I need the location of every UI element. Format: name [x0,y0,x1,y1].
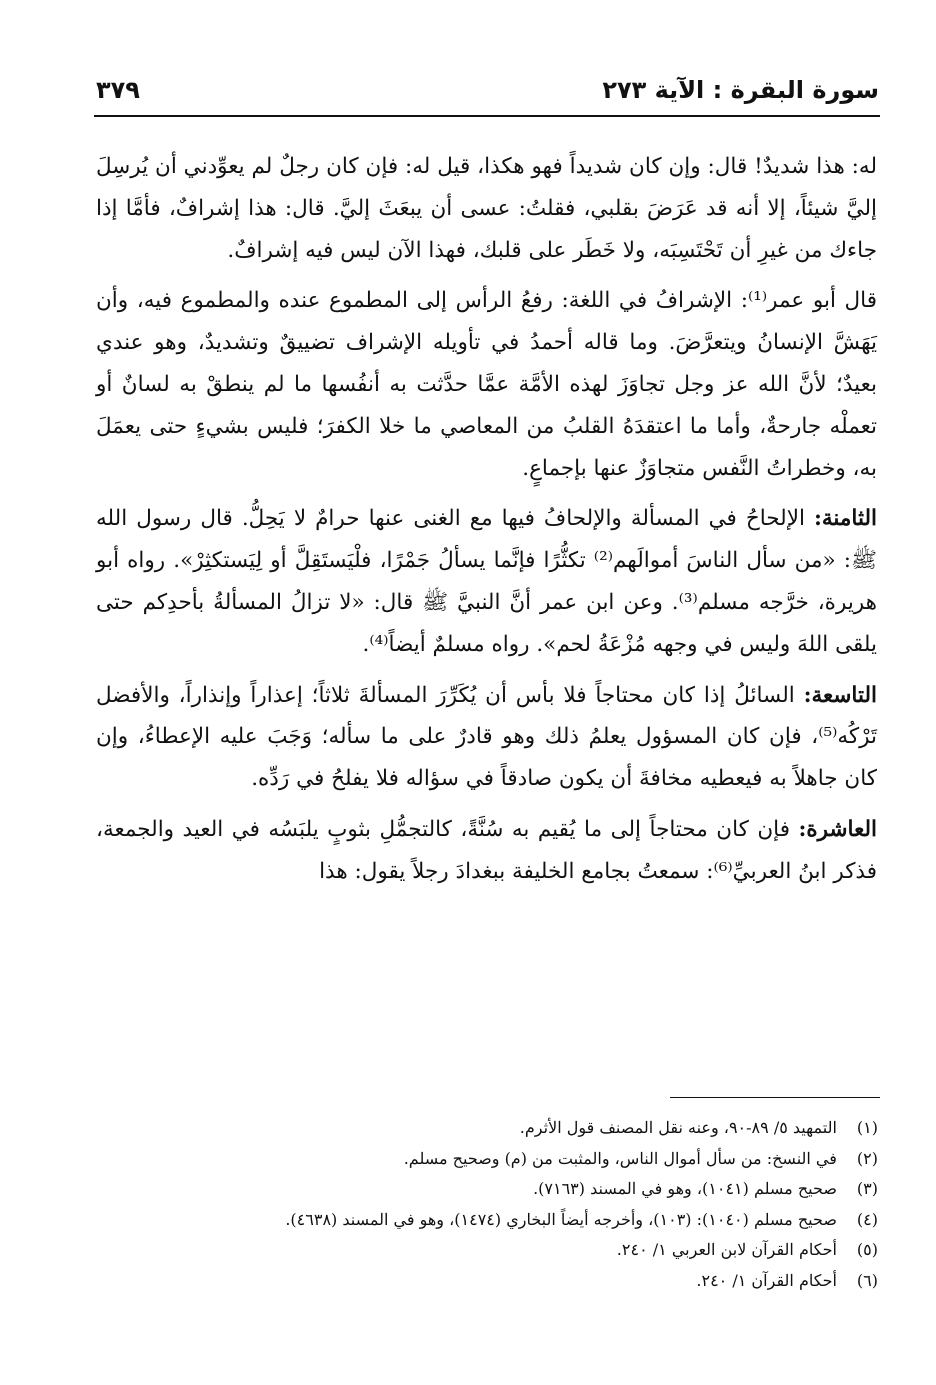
paragraph [96,146,877,271]
main-text [96,146,877,902]
running-header [96,70,879,114]
footnote [95,1113,878,1144]
issue-heading: التاسعة: [803,682,877,708]
footnote-number: (٦) [856,1270,878,1290]
page-number: ٣٧٩ [96,76,140,104]
surah-verse-title: سورة البقرة : الآية ٢٧٣ [602,76,879,104]
footnote-text: أحكام القرآن ١/ ٢٤٠. [696,1270,837,1290]
footnote-text: في النسخ: من سأل أموال الناس، والمثبت من (م) وصحيح مسلم. [403,1148,837,1168]
footnote-text: صحيح مسلم (١٠٤١)، وهو في المسند (٧١٦٣). [533,1179,837,1198]
footnote [95,1266,878,1297]
issue-heading: العاشرة: [798,816,877,842]
paragraph [96,809,877,893]
footnote [95,1144,878,1175]
header-divider [94,115,880,117]
paragraph [96,498,877,665]
footnote-number: (٢) [856,1148,878,1168]
paragraph-text: قال أبو عمر⁽¹⁾: الإشرافُ في اللغة: رفعُ الرأس إلى المطموع عنده والمطموع فيه، وأن يَهَشَّ الإنسانُ ويتعرَّضَ. وما قاله أحمدُ في تأويله الإشراف تضييقٌ وتشديدٌ، وهو عندي بعيدٌ؛ لأنَّ الله عز وجل تجاوَزَ لهذه الأمَّة عمَّا حدَّثت به أنفُسها ما لم ينطقْ به لسانٌ أو تعملْه جارحةٌ، وأما ما اعتقدَهُ القلبُ من المعاصي ما خلا الكفرَ؛ فليس بشيءٍ حتى يعمَلَ به، وخطراتُ النَّفس متجاوَزٌ عنها بإجماعٍ. [96,288,877,481]
footnote-text: صحيح مسلم (١٠٤٠): (١٠٣)، وأخرجه أيضاً البخاري (١٤٧٤)، وهو في المسند (٤٦٣٨). [285,1209,837,1229]
footnote-divider [670,1097,880,1098]
paragraph [96,280,877,489]
footnotes [95,1113,878,1296]
paragraph [96,675,877,800]
paragraph-text: له: هذا شديدٌ! قال: وإن كان شديداً فهو هكذا، قيل له: فإن كان رجلٌ لم يعوِّدني أن يُرسِلَ إليَّ شيئاً، إلا أنه قد عَرَضَ بقلبي، فقلتُ: عسى أن يبعَثَ إليَّ. قال: هذا إشرافٌ، فأمَّا إذا جاءك من غيرِ أن تَحْتَسِبَه، ولا خَطَر على قلبك، فهذا الآن ليس فيه إشرافٌ. [96,154,877,263]
footnote [95,1235,878,1266]
footnote-number: (١) [856,1118,878,1137]
footnote-number: (٣) [856,1179,878,1198]
footnote-text: التمهيد ٥/ ٨٩-٩٠، وعنه نقل المصنف قول الأثرم. [519,1118,837,1137]
footnote [95,1174,878,1205]
footnote-text: أحكام القرآن لابن العربي ١/ ٢٤٠. [616,1240,837,1259]
footnote [95,1205,878,1236]
footnote-number: (٤) [856,1209,878,1229]
paragraph-text: فإن كان محتاجاً إلى ما يُقيم به سُنَّةً، كالتجمُّلِ بثوبٍ يلبَسُه في العيد والجمعة، فذكر ابنُ العربيِّ⁽⁶⁾: سمعتُ بجامع الخليفة ببغدادَ رجلاً يقول: هذا [96,816,877,884]
paragraph-text: السائلُ إذا كان محتاجاً فلا بأس أن يُكَرِّرَ المسألةَ ثلاثاً؛ إعذاراً وإنذاراً، والأفضل تَرْكُه⁽⁵⁾، فإن كان المسؤول يعلمُ ذلك وهو قادرٌ على ما سأله؛ وَجَبَ عليه الإعطاءُ، وإن كان جاهلاً به فيعطيه مخافةَ أن يكون صادقاً في سؤاله فلا يفلحُ في رَدِّه. [96,682,877,792]
paragraph-text: الإلحاحُ في المسألة والإلحافُ فيها مع الغنى عنها حرامٌ لا يَحِلُّ. قال رسول الله ﷺ: «من سأل الناسَ أموالَهم⁽²⁾ تكثُّرًا فإنَّما يسألُ جَمْرًا، فلْيَستَقِلَّ أو لِيَستكثِرْ». رواه أبو هريرة، خرَّجه مسلم⁽³⁾. وعن ابن عمر أنَّ النبيَّ ﷺ قال: «لا تزالُ المسألةُ بأحدِكم حتى يلقى اللهَ وليس في وجهه مُزْعَةُ لحم». رواه مسلمٌ أيضاً⁽⁴⁾. [96,506,877,657]
issue-heading: الثامنة: [813,506,877,532]
footnote-number: (٥) [856,1240,878,1259]
